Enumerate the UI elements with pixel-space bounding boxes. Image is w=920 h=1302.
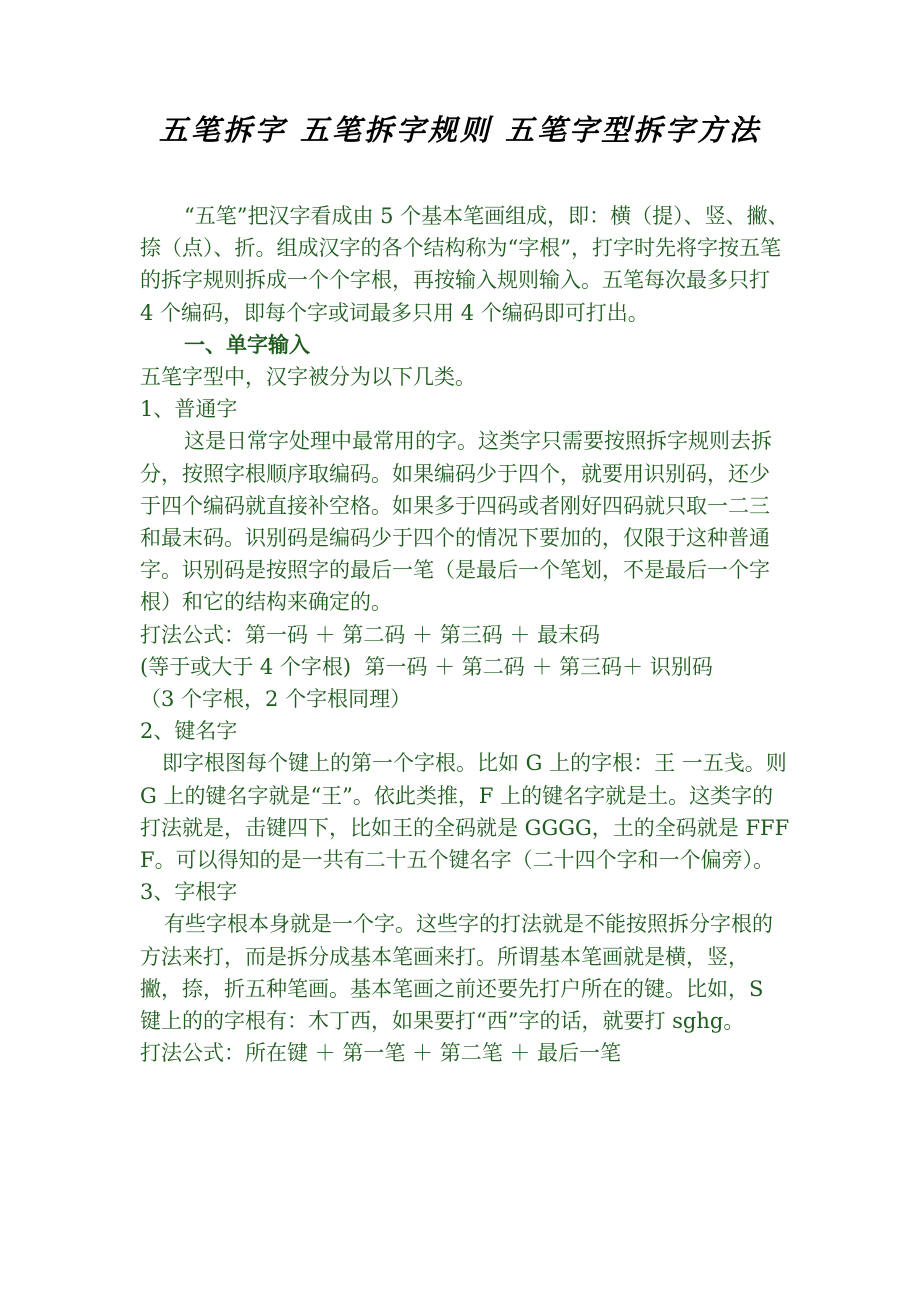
intro-paragraph: “五笔”把汉字看成由 5 个基本笔画组成，即：横（提）、竖、撇、捺（点）、折。组成汉字的各个结构称为“字根”，打字时先将字按五笔的拆字规则拆成一个个字根，再按输入规则输入。五笔每次最多只打 4 个编码，即每个字或词最多只用 4 个编码即可打出。 [140,204,789,325]
section-title-common-char: 1、普通字 [140,397,238,422]
key-name-char-body: 即字根图每个键上的第一个字根。比如 G 上的字根：王 一五戋。则 G 上的键名字就是“王”。依此类推，F 上的键名字就是土。这类字的打法就是，击键四下，比如王的全码就是 GGGG，土的全码就是 FFFF。可以得知的是一共有二十五个键名字（二十四个字和一个偏旁）。 [140,751,794,873]
common-char-formula-1: 打法公式：第一码 ＋ 第二码 ＋ 第三码 ＋ 最末码 [140,622,601,647]
document-title: 五笔拆字 五笔拆字规则 五笔字型拆字方法 [158,113,762,147]
section-heading-single-char-input: 一、单字输入 [184,332,310,357]
types-intro: 五笔字型中，汉字被分为以下几类。 [140,365,476,390]
common-char-body: 这是日常字处理中最常用的字。这类字只需要按照拆字规则去拆分，按照字根顺序取编码。如果编码少于四个，就要用识别码，还少于四个编码就直接补空格。如果多于四码或者刚好四码就只取一二三和最末码。识别码是编码少于四个的情况下要加的，仅限于这种普通字。识别码是按照字的最后一笔（是最后一个笔划，不是最后一个字根）和它的结构来确定的。 [140,429,772,615]
radical-char-formula: 打法公式：所在键 ＋ 第一笔 ＋ 第二笔 ＋ 最后一笔 [140,1041,622,1066]
section-title-radical-char: 3、字根字 [140,880,238,905]
radical-char-body: 有些字根本身就是一个字。这些字的打法就是不能按照拆分字根的方法来打，而是拆分成基本笔画来打。所谓基本笔画就是横，竖，撇，捺，折五种笔画。基本笔画之前还要先打户所在的键。比如，S 键上的的字根有：木丁西，如果要打“西”字的话，就要打 sghg。 [140,912,773,1034]
common-char-formula-2: (等于或大于 4 个字根) 第一码 ＋ 第二码 ＋ 第三码＋ 识别码 （3 个字根，2 个字根同理） [140,654,773,712]
document-body [140,200,794,1069]
section-title-key-name-char: 2、键名字 [140,719,238,744]
